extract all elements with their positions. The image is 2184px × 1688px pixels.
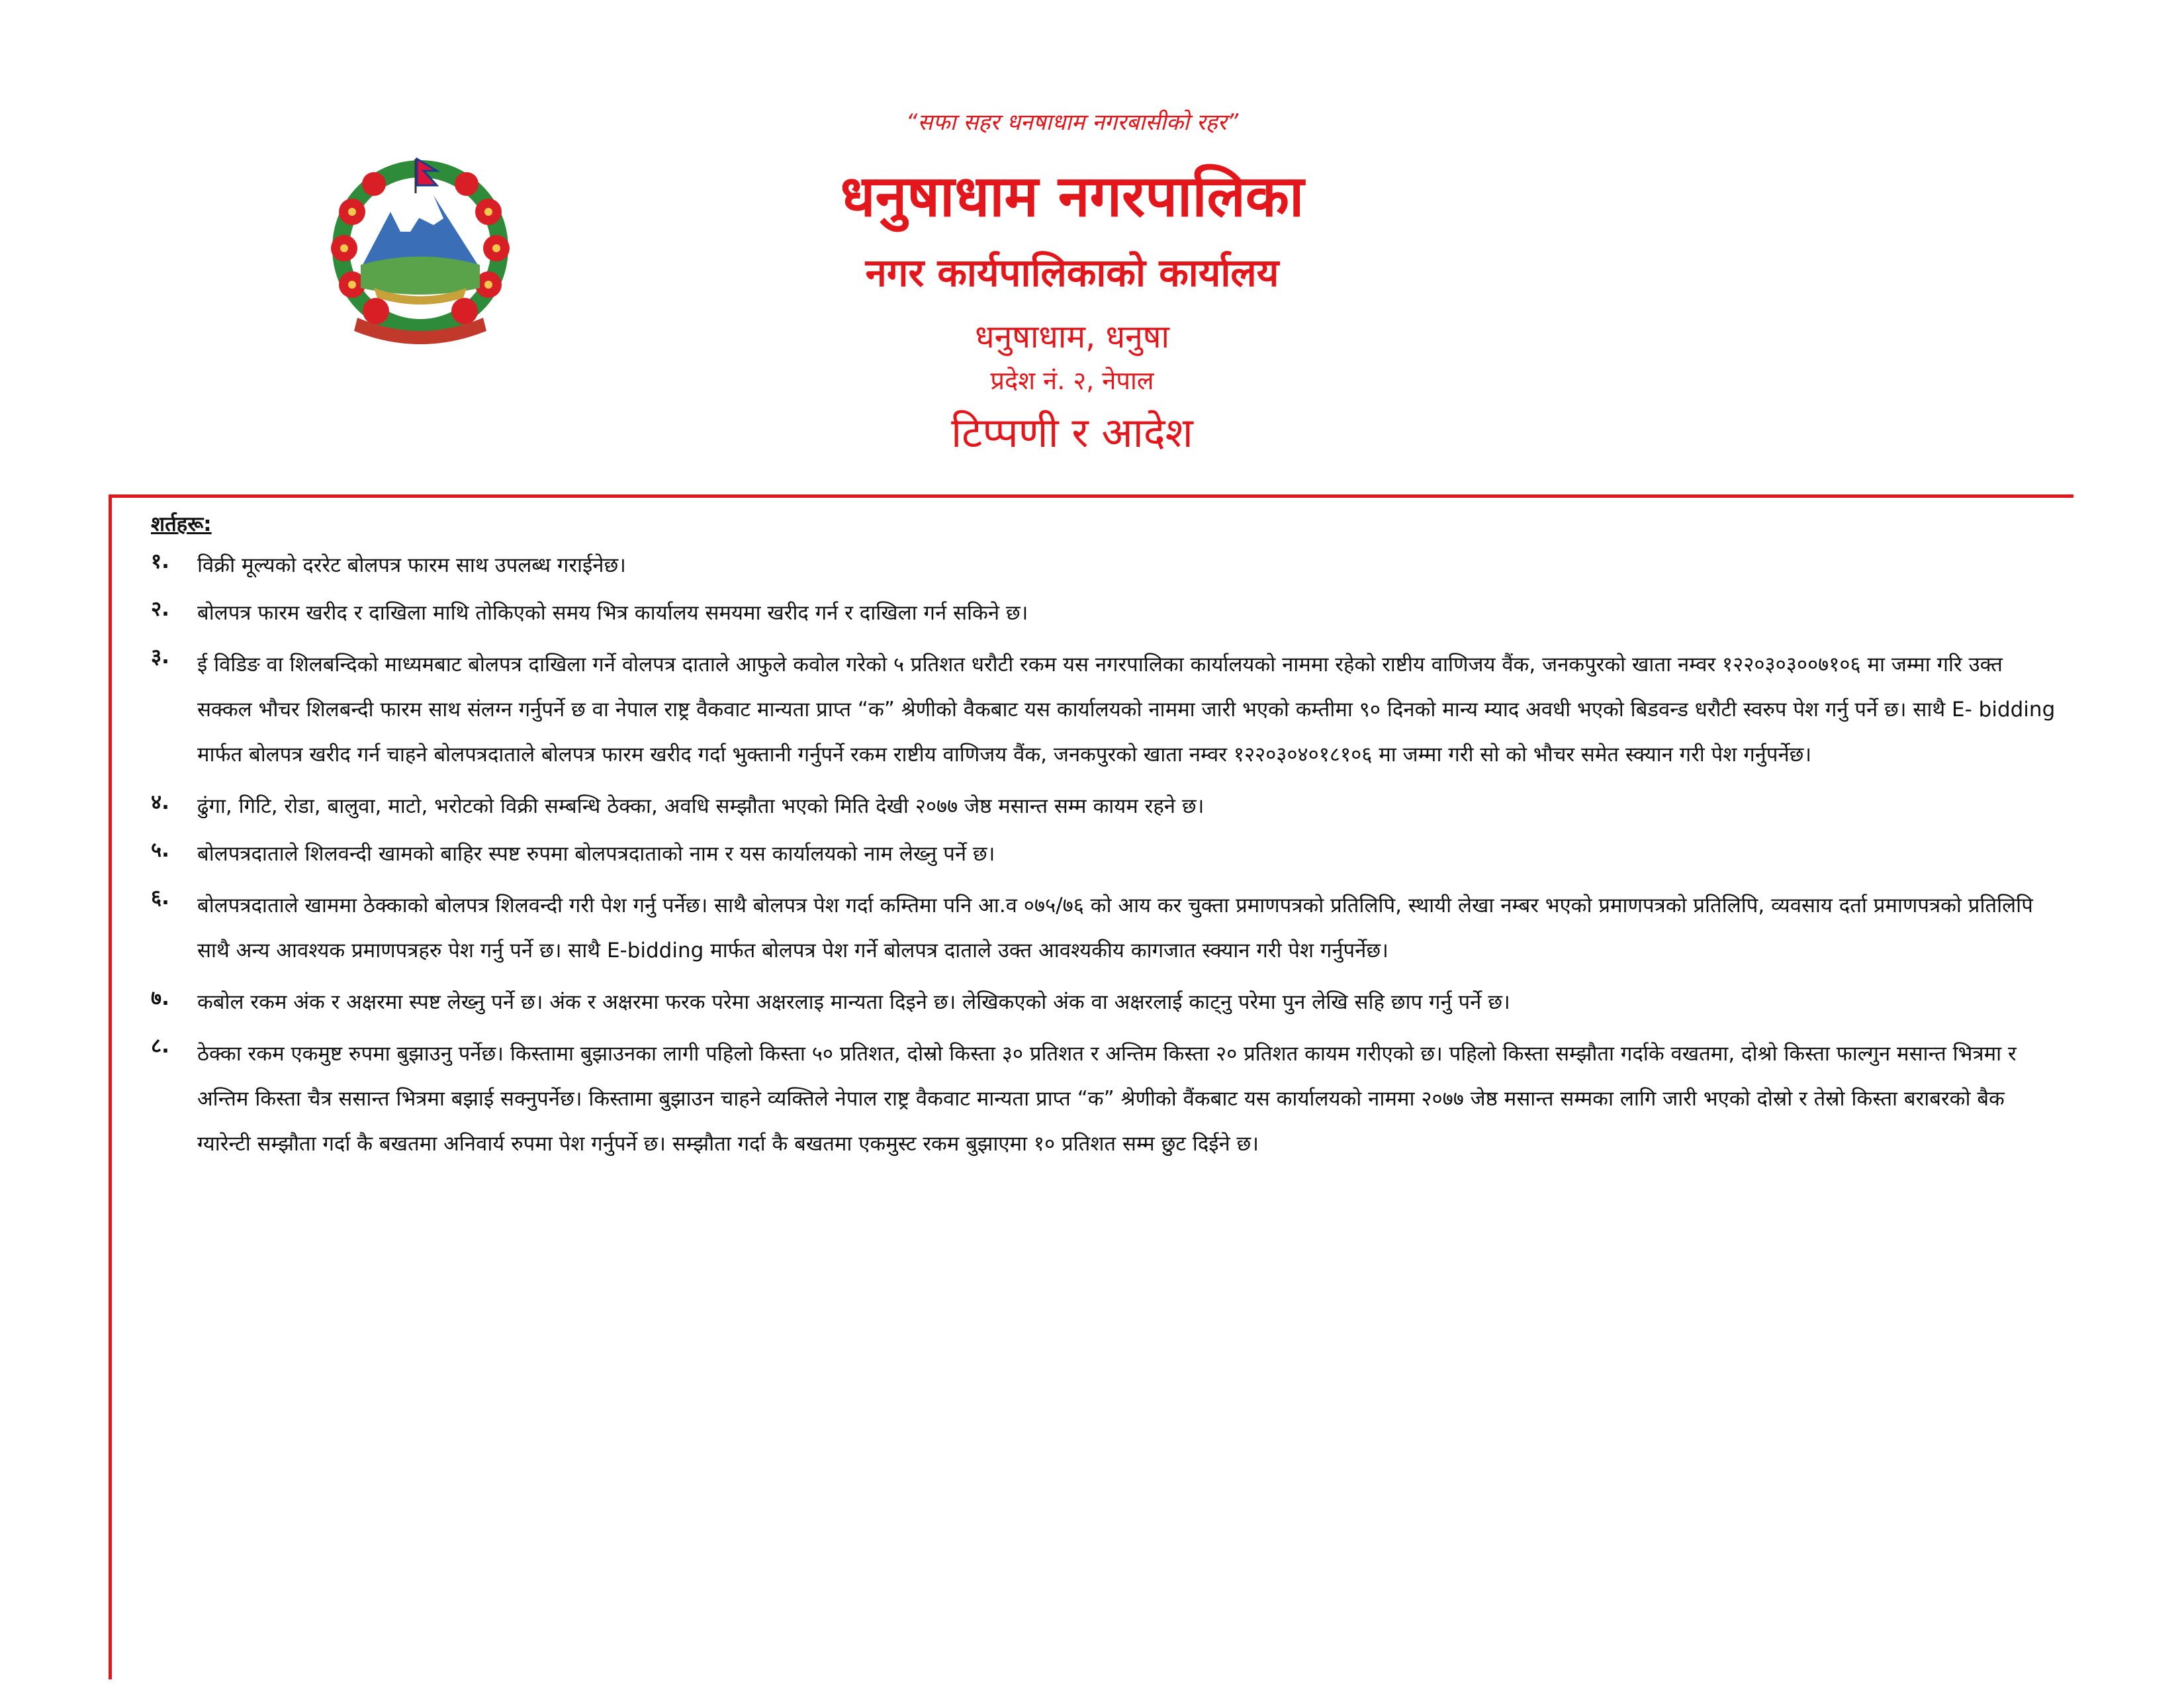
term-number: २. xyxy=(151,597,169,621)
term-text: ई विडिङ वा शिलबन्दिको माध्यमबाट बोलपत्र दाखिला गर्ने वोलपत्र दाताले आफुले कवोल गरेको ५ प्रतिशत धरौटी रकम यस नगरपालिका कार्यालयको नाममा रहेको राष्टीय वाणिजय वैंक, जनकपुरको खाता नम्वर १२२०३०३००७१०६ मा जम्मा गरि उक्त सक्कल भौचर शिलबन्दी फारम साथ संलग्न गर्नुपर्ने छ वा नेपाल राष्ट्र वैकवाट मान्यता प्राप्त “क” श्रेणीको वैकबाट यस कार्यालयको नाममा जारी भएको कम्तीमा ९० दिनको मान्य म्याद अवधी भएको बिडवन्ड धरौटी स्वरुप पेश गर्नु पर्ने छ। साथै E- bidding मार्फत बोलपत्र खरीद गर्न चाहने बोलपत्रदाताले बोलपत्र फारम खरीद गर्दा भुक्तानी गर्नुपर्ने रकम राष्टीय वाणिजय वैंक, जनकपुरको खाता नम्वर १२२०३०४०१८१०६ मा जम्मा गरी सो को भौचर समेत स्क्यान गरी पेश गर्नुपर्नेछ। xyxy=(197,653,2056,767)
document-title: टिप्पणी र आदेश xyxy=(951,408,1193,457)
left-border-line xyxy=(109,494,112,1679)
top-border-line xyxy=(111,494,2073,498)
term-text: विक्री मूल्यको दररेट बोलपत्र फारम साथ उपलब्ध गराईनेछ। xyxy=(197,553,626,577)
term-item-3 xyxy=(151,642,2057,777)
nepal-government-emblem-icon xyxy=(311,132,529,351)
term-item-8 xyxy=(151,1031,2057,1166)
term-number: ४. xyxy=(151,790,169,814)
term-item-5 xyxy=(151,835,2057,872)
terms-heading: शर्तहरू: xyxy=(151,512,212,536)
term-text: बोलपत्र फारम खरीद र दाखिला माथि तोकिएको समय भित्र कार्यालय समयमा खरीद गर्न र दाखिला गर्न सकिने छ। xyxy=(197,601,1028,625)
term-number: ३. xyxy=(151,645,169,669)
term-text: बोलपत्रदाताले खाममा ठेक्काको बोलपत्र शिलवन्दी गरी पेश गर्नु पर्नेछ। साथै बोलपत्र पेश गर्दा कम्तिमा पनि आ.व ०७५/७६ को आय कर चुक्ता प्रमाणपत्रको प्रतिलिपि, स्थायी लेखा नम्बर भएको प्रमाणपत्रको प्रतिलिपि, व्यवसाय दर्ता प्रमाणपत्रको प्रतिलिपि साथै अन्य आवश्यक प्रमाणपत्रहरु पेश गर्नु पर्ने छ। साथै E-bidding मार्फत बोलपत्र पेश गर्ने बोलपत्र दाताले उक्त आवश्यकीय कागजात स्क्यान गरी पेश गर्नुपर्नेछ। xyxy=(197,894,2033,962)
term-number: ७. xyxy=(151,986,169,1010)
term-number: ८. xyxy=(151,1034,169,1058)
term-text: ढुंगा, गिटि, रोडा, बालुवा, माटो, भरोटको विक्री सम्बन्धि ठेक्का, अवधि सम्झौता भएको मिति देखी २०७७ जेष्ठ मसान्त सम्म कायम रहने छ। xyxy=(197,794,1205,818)
term-item-2 xyxy=(151,594,2057,632)
term-number: ६. xyxy=(151,886,169,910)
terms-section xyxy=(151,510,2057,1177)
term-item-7 xyxy=(151,984,2057,1021)
term-text: ठेक्का रकम एकमुष्ट रुपमा बुझाउनु पर्नेछ। किस्तामा बुझाउनका लागी पहिलो किस्ता ५० प्रतिशत, दोस्रो किस्ता ३० प्रतिशत र अन्तिम किस्ता २० प्रतिशत कायम गरीएको छ। पहिलो किस्ता सम्झौता गर्दाके वखतमा, दोश्रो किस्ता फाल्गुन मसान्त भित्रमा र अन्तिम किस्ता चैत्र ससान्त भित्रमा बझाई सक्नुपर्नेछ। किस्तामा बुझाउन चाहने व्यक्तिले नेपाल राष्ट्र वैकवाट मान्यता प्राप्त “क” श्रेणीको वैंकबाट यस कार्यालयको नाममा २०७७ जेष्ठ मसान्त सम्मका लागि जारी भएको दोस्रो र तेस्रो किस्ता बराबरको बैक ग्यारेन्टी सम्झौता गर्दा कै बखतमा अनिवार्य रुपमा पेश गर्नुपर्ने छ। सम्झौता गर्दा कै बखतमा एकमुस्ट रकम बुझाएमा १० प्रतिशत सम्म छुट दिईने छ। xyxy=(197,1042,2017,1156)
term-text: बोलपत्रदाताले शिलवन्दी खामको बाहिर स्पष्ट रुपमा बोलपत्रदाताको नाम र यस कार्यालयको नाम लेख्नु पर्ने छ। xyxy=(197,842,995,866)
term-item-1 xyxy=(151,547,2057,584)
term-number: १. xyxy=(151,549,169,573)
term-item-4 xyxy=(151,788,2057,825)
term-text: कबोल रकम अंक र अक्षरमा स्पष्ट लेख्नु पर्ने छ। अंक र अक्षरमा फरक परेमा अक्षरलाइ मान्यता दिइने छ। लेखिकएको अंक वा अक्षरलाई काट्नु परेमा पुन लेखि सहि छाप गर्नु पर्ने छ। xyxy=(197,990,1510,1014)
office-name: नगर कार्यपालिकाको कार्यालय xyxy=(865,250,1279,295)
term-number: ५. xyxy=(151,838,169,862)
term-item-6 xyxy=(151,883,2057,973)
province: प्रदेश नं. २, नेपाल xyxy=(990,366,1154,395)
slogan: “सफा सहर धनषाधाम नगरबासीको रहर” xyxy=(905,109,1239,136)
municipality-title: धनुषाधाम नगरपालिका xyxy=(840,164,1304,230)
address: धनुषाधाम, धनुषा xyxy=(975,318,1169,355)
